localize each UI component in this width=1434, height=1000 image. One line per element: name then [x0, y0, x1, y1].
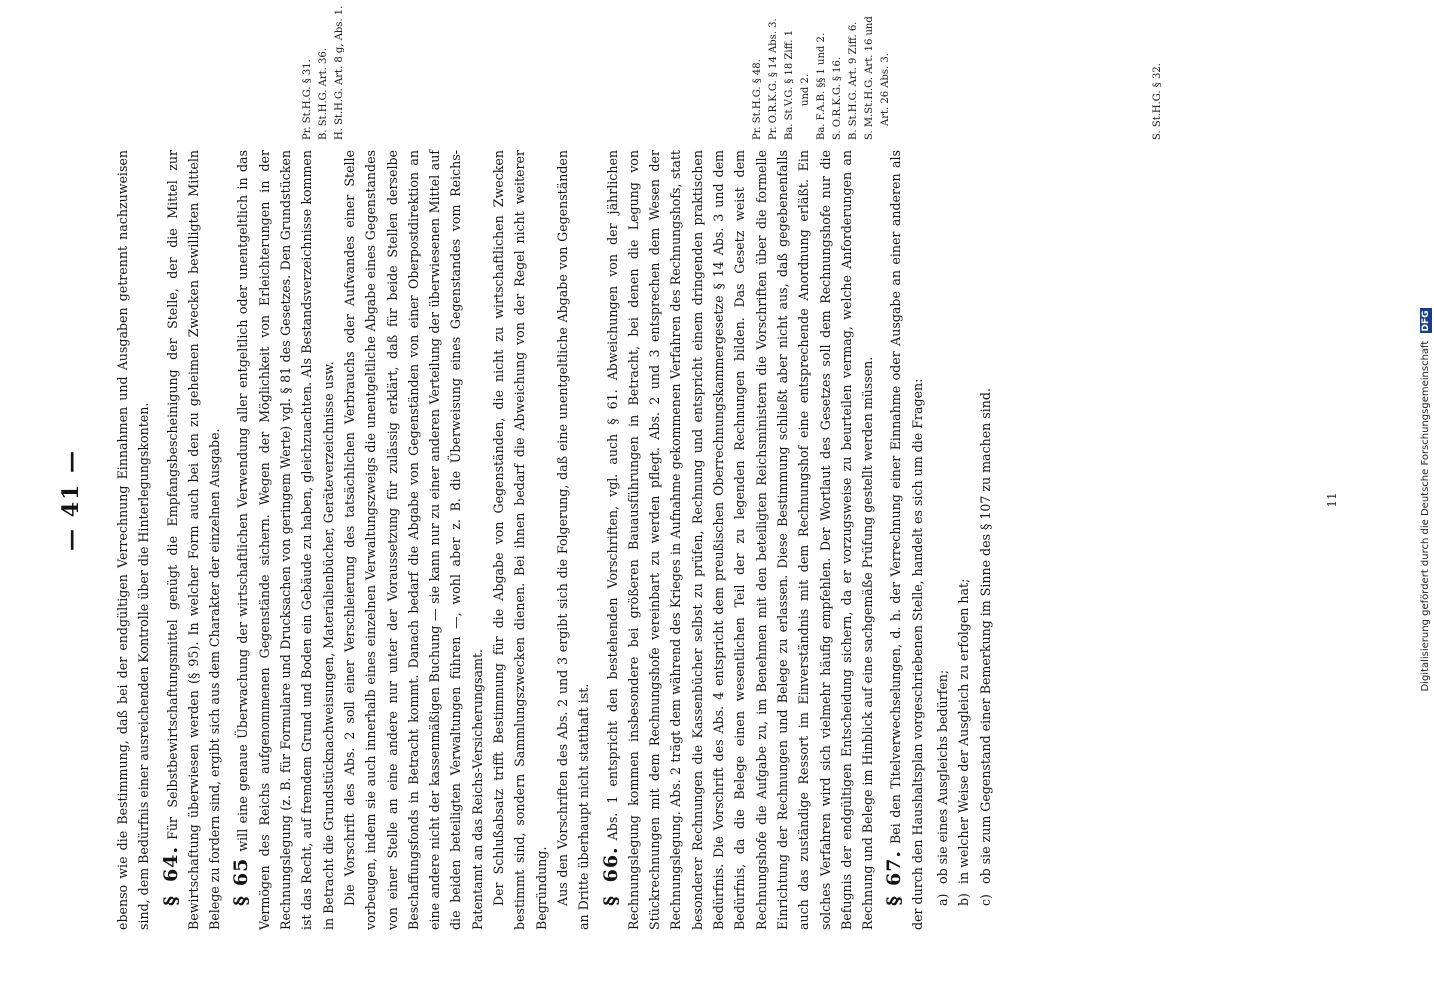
- list-item: a)ob sie eines Ausgleichs bedürfen;: [934, 669, 950, 906]
- paragraph: Aus den Vorschriften des Abs. 2 und 3 ergibt sich die Folgerung, daß eine unentgeltliche Abgabe von Gegenständen an Dritte überhaupt nicht statthaft ist.: [554, 150, 592, 930]
- section-number: § 65: [230, 857, 253, 906]
- margin-note-section-64: Pr. St.H.G. § 31. B. St.H.G. Art. 36. H. St.H.G. Art. 8 g, Abs. 1.: [302, 5, 345, 140]
- digitization-credit-text: Digitalisierung gefördert durch die Deutsche Forschungsgemeinschaft: [1420, 340, 1431, 692]
- paragraph: Der Schlußabsatz trifft Bestimmung für die Abgabe von Gegenständen, die nicht zu wirtschaftlichen Zwecken bestimmt sind, sondern Sammlungszwecken dienen. Bei ihnen bedarf die Abweichung von der Regel nicht weiterer Begründung.: [491, 150, 549, 930]
- margin-note-section-66: Pr. St.H.G. § 48. Pr. O.R.K.G. § 14 Abs. 3. Ba. St.V.G. § 18 Ziff. 1 und 2. Ba. F.A.B. §§ 1 und 2. S. O.R.K.G. § 16. B. St.H.G. Art. 9 Ziff. 6. S. M.St.H.G. Art. 16 und Art. 26 Abs. 3.: [752, 16, 891, 140]
- paragraph-section-64: § 64.Für Selbstbewirtschaftungsmittel genügt die Empfangsbescheinigung der Stelle, der die Mittel zur Bewirtschaftung überwiesen werden (§ 95). In welcher Form auch bei den zu geheimen Zwecken bewilligten Mitteln Belege zu fordern sind, ergibt sich aus dem Charakter der einzelnen Ausgabe.: [159, 150, 223, 930]
- dfg-logo: DFG: [1421, 310, 1431, 332]
- paragraph-continuation: ebenso wie die Bestimmung, daß bei der endgültigen Verrechnung Einnahmen und Ausgaben getrennt nachzuweisen sind, dem Bedürfnis einer ausreichenden Kontrolle über die Hinterlegungskonten.: [115, 150, 152, 930]
- section-number: § 64.: [159, 845, 182, 906]
- digitization-credit-strip: [1418, 0, 1434, 1000]
- paragraph-section-65: § 65will eine genaue Überwachung der wirtschaftlichen Verwendung aller entgeltlich oder unentgeltlich in das Vermögen des Reichs aufgenommenen Gegenstände sichern. Wegen der Möglichkeit von Erleichterungen in der Rechnungslegung (z. B. für Formulare und Drucksachen von geringem Werte) vgl. § 81 des Gesetzes. Den Grundstücken ist das Recht, auf fremdem Grund und Boden ein Gebäude zu haben, gleichzuachten. Als Bestandsverzeichnisse kommen in Betracht die Grundstücknachweisungen, Materialienbücher, Geräteverzeichnisse usw.: [230, 150, 336, 930]
- question-list: [932, 150, 996, 930]
- list-item: b)in welcher Weise der Ausgleich zu erfolgen hat;: [956, 578, 972, 906]
- section-number: § 67.: [883, 849, 906, 906]
- margin-note-section-67: S. St.H.G. § 32.: [1152, 63, 1163, 140]
- page-number: — 41 —: [58, 449, 84, 551]
- list-item: c)ob sie zum Gegenstand einer Bemerkung im Sinne des § 107 zu machen sind.: [977, 388, 993, 906]
- section-number: § 66.: [599, 846, 622, 906]
- paragraph: Die Vorschrift des Abs. 2 soll einer Verschleierung des tatsächlichen Verbrauchs oder Aufwandes einer Stelle vorbeugen, indem sie auch innerhalb eines einzelnen Verwaltungszweigs die unentgeltliche Abgabe eines Gegenstandes von einer Stelle an eine andere nur unter der Voraussetzung für zulässig erklärt, daß für beide Stellen derselbe Beschaffungsfonds in Betracht kommt. Danach bedarf die Abgabe von Gegenständen von einer Oberpostdirektion an eine andere nicht der kassenmäßigen Buchung — sie kann nur zu einer anderen Verteilung der überwiesenen Mittel auf die beiden beteiligten Verwaltungen führen —, wohl aber z. B. die Überweisung eines Gegenstandes vom Reichs-Patentamt an das Reichs-Versicherungsamt.: [341, 150, 485, 930]
- printer-signature: 11: [1325, 492, 1339, 508]
- paragraph-section-67: § 67.Bei den Titelverwechselungen, d. h. der Verrechnung einer Einnahme oder Ausgabe an einer anderen als der durch den Haushaltsplan vorgeschriebenen Stelle, handelt es sich um die Fragen:: [883, 150, 925, 930]
- paragraph-section-66: § 66.Abs. 1 entspricht den bestehenden Vorschriften, vgl. auch § 61. Abweichungen von der jährlichen Rechnungslegung kommen insbesondere bei größeren Bauausführungen in Betracht, bei denen die Legung von Stückrechnungen mit dem Rechnungshofe vereinbart zu werden pflegt. Abs. 2 und 3 entsprechen dem Wesen der Rechnungslegung. Abs. 2 trägt dem während des Krieges in Aufnahme gekommenen Verfahren des Rechnungshofs, statt besonderer Rechnungen die Kassenbücher selbst zu prüfen, Rechnung und entspricht einem dringenden praktischen Bedürfnis. Die Vorschrift des Abs. 4 entspricht dem preußischen Oberrechnungskammergesetze § 14 Abs. 3 und dem Bedürfnis, da die Belege einen wesentlichen Teil der zu legenden Rechnungen bilden. Das Gesetz weist dem Rechnungshofe die Aufgabe zu, im Benehmen mit den beteiligten Reichsministern die Vorschriften über die formelle Einrichtung der Rechnungen und Belege zu erlassen. Diese Bestimmung schließt aber nicht aus, daß gegebenenfalls auch das zuständige Ressort im Einverständnis mit dem Rechnungshof eine entsprechende Anordnung erläßt. Ein solches Verfahren wird sich vielmehr häufig empfehlen. Der Wortlaut des Gesetzes soll dem Rechnungshofe nur die Befugnis der endgültigen Entscheidung sichern, da er vorzugsweise zu beurteilen vermag, welche Anforderungen an Rechnung und Belege im Hinblick auf eine sachgemäße Prüfung gestellt werden müssen.: [599, 149, 876, 930]
- body-text: [112, 150, 996, 930]
